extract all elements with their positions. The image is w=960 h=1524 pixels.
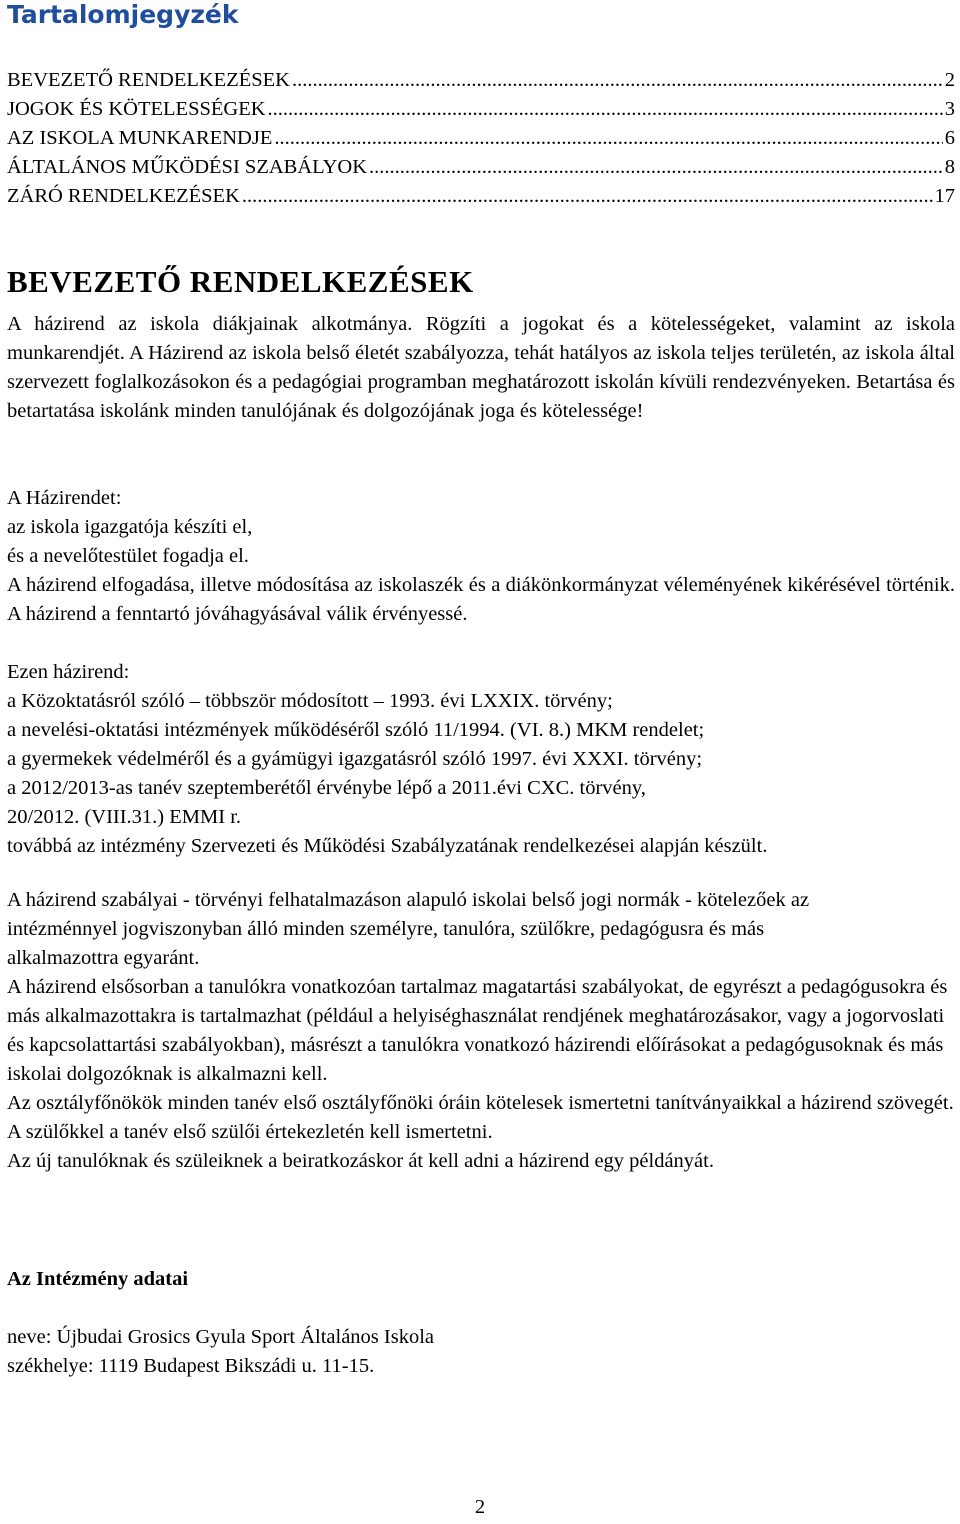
table-of-contents (7, 66, 955, 211)
adoption-block (7, 484, 955, 629)
institution-seat: székhelye: 1119 Budapest Bikszádi u. 11-15. (7, 1355, 375, 1377)
toc-entry[interactable] (7, 153, 955, 182)
toc-entry-label: BEVEZETŐ RENDELKEZÉSEK (7, 69, 290, 91)
toc-entry-label: JOGOK ÉS KÖTELESSÉGEK (7, 98, 266, 120)
toc-leader-dots (274, 124, 942, 153)
institution-block (7, 1265, 955, 1381)
legal-line: Ezen házirend: (7, 661, 130, 683)
rules-paragraph: Az osztályfőnökök minden tanév első osztályfőnöki óráin kötelesek ismertetni tanítványaikkal a házirend szövegét. (7, 1092, 954, 1114)
adoption-line: az iskola igazgatója készíti el, (7, 516, 253, 538)
toc-entry-label: ZÁRÓ RENDELKEZÉSEK (7, 185, 240, 207)
toc-leader-dots (292, 66, 943, 95)
legal-basis-block (7, 658, 955, 861)
toc-leader-dots (369, 153, 943, 182)
legal-line: továbbá az intézmény Szervezeti és Működési Szabályzatának rendelkezései alapján készült. (7, 835, 768, 857)
toc-leader-dots (268, 95, 943, 124)
toc-entry[interactable] (7, 66, 955, 95)
toc-leader-dots (242, 182, 933, 211)
legal-line: a nevelési-oktatási intézmények működéséről szóló 11/1994. (VI. 8.) MKM rendelet; (7, 719, 705, 741)
legal-line: 20/2012. (VIII.31.) EMMI r. (7, 806, 242, 828)
intro-paragraph-block (7, 310, 955, 426)
spacer (7, 1294, 955, 1323)
legal-line: a Közoktatásról szóló – többször módosított – 1993. évi LXXIX. törvény; (7, 690, 613, 712)
toc-entry-label: AZ ISKOLA MUNKARENDJE (7, 127, 273, 149)
toc-entry[interactable] (7, 182, 955, 211)
page-number: 2 (474, 1496, 486, 1518)
toc-entry-page: 17 (934, 185, 955, 207)
toc-entry-page: 6 (944, 127, 955, 149)
legal-line: a gyermekek védelméről és a gyámügyi igazgatásról szóló 1997. évi XXXI. törvény; (7, 748, 703, 770)
rules-paragraph: A házirend elsősorban a tanulókra vonatkozóan tartalmaz magatartási szabályokat, de egyrészt a pedagógusokra és más alkalmazottakra is tartalmazhat (például a helyiséghasználat rendjének meghatározásakor, vagy a jogorvoslati és kapcsolattartási szabályokban), másrészt a tanulókra vonatkozó házirendi előírásokat a pedagógusoknak és más iskolai dolgozóknak is alkalmazni kell. (7, 976, 948, 1085)
institution-heading: Az Intézmény adatai (7, 1268, 189, 1290)
adoption-line: A házirend elfogadása, illetve módosítása az iskolaszék és a diákönkormányzat véleményének kikérésével történik. A házirend a fenntartó jóváhagyásával válik érvényessé. (7, 574, 955, 625)
institution-name: neve: Újbudai Grosics Gyula Sport Általános Iskola (7, 1326, 435, 1348)
toc-entry-page: 2 (944, 69, 955, 91)
intro-paragraph: A házirend az iskola diákjainak alkotmánya. Rögzíti a jogokat és a kötelességeket, valamint az iskola munkarendjét. A Házirend az iskola belső életét szabályozza, tehát hatályos az iskola teljes területén, az iskola által szervezett foglalkozásokon és a pedagógiai programban meghatározott iskolán kívüli rendezvényeken. Betartása és betartatása iskolánk minden tanulójának és dolgozójának joga és kötelessége! (7, 313, 955, 422)
rules-paragraph: A házirend szabályai - törvényi felhatalmazáson alapuló iskolai belső jogi normák - kötelezőek az intézménnyel jogviszonyban álló minden személyre, tanulóra, szülőkre, pedagógusra és más alkalmazottra egyaránt. (7, 889, 810, 969)
rules-paragraph: A szülőkkel a tanév első szülői értekezletén kell ismertetni. (7, 1121, 493, 1143)
toc-title: Tartalomjegyzék (7, 0, 239, 29)
adoption-line: A Házirendet: (7, 487, 122, 509)
toc-entry-page: 3 (944, 98, 955, 120)
legal-line: a 2012/2013-as tanév szeptemberétől érvénybe lépő a 2011.évi CXC. törvény, (7, 777, 646, 799)
section-heading: BEVEZETŐ RENDELKEZÉSEK (7, 264, 474, 299)
toc-entry[interactable] (7, 95, 955, 124)
rules-block (7, 886, 877, 973)
toc-entry[interactable] (7, 124, 955, 153)
adoption-line: és a nevelőtestület fogadja el. (7, 545, 249, 567)
toc-entry-label: ÁLTALÁNOS MŰKÖDÉSI SZABÁLYOK (7, 156, 368, 178)
toc-entry-page: 8 (944, 156, 955, 178)
rules-paragraph: Az új tanulóknak és szüleiknek a beiratkozáskor át kell adni a házirend egy példányát. (7, 1150, 714, 1172)
rules-block (7, 973, 955, 1176)
